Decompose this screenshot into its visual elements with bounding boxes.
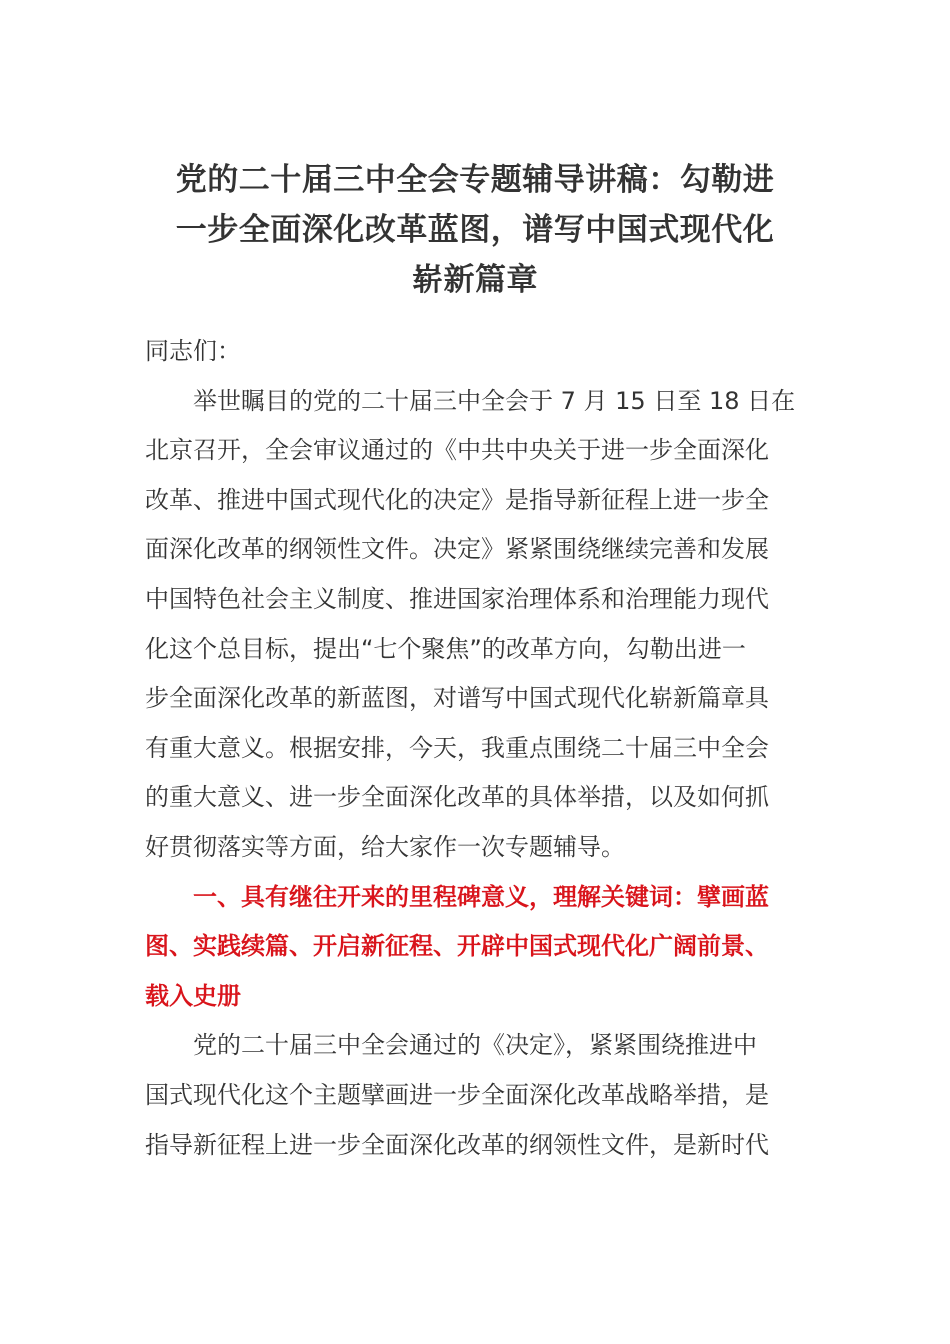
paragraph-intro [145,377,805,873]
title-line: 一步全面深化改革蓝图，谱写中国式现代化 [175,212,775,248]
document-title [140,155,810,305]
paragraph-line: 好贯彻落实等方面，给大家作一次专题辅导。 [145,832,625,861]
heading-line: 一、具有继往开来的里程碑意义，理解关键词：擘画蓝 [193,882,769,911]
paragraph-line: 面深化改革的纲领性文件。决定》紧紧围绕继续完善和发展 [145,535,769,564]
heading-line: 图、实践续篇、开启新征程、开辟中国式现代化广阔前景、 [145,932,769,961]
paragraph-line: 北京召开，全会审议通过的《中共中央关于进一步全面深化 [145,436,769,465]
paragraph-line: 党的二十届三中全会通过的《决定》，紧紧围绕推进中 [193,1031,757,1060]
document-body [145,327,805,1170]
paragraph-line: 指导新征程上进一步全面深化改革的纲领性文件，是新时代 [145,1130,769,1159]
paragraph-line: 举世瞩目的党的二十届三中全会于 7 月 15 日至 18 日在 [193,386,796,415]
paragraph-line: 中国特色社会主义制度、推进国家治理体系和治理能力现代 [145,584,769,613]
section-heading-1 [145,873,805,1022]
paragraph-line: 的重大意义、进一步全面深化改革的具体举措，以及如何抓 [145,783,769,812]
title-line: 崭新篇章 [412,262,538,298]
paragraph-line: 国式现代化这个主题擘画进一步全面深化改革战略举措，是 [145,1080,769,1109]
paragraph-line: 有重大意义。根据安排，今天，我重点围绕二十届三中全会 [145,733,769,762]
paragraph-line: 步全面深化改革的新蓝图，对谱写中国式现代化崭新篇章具 [145,684,769,713]
salutation: 同志们： [145,337,241,365]
paragraph-line: 改革、推进中国式现代化的决定》是指导新征程上进一步全 [145,485,769,514]
paragraph-section-1 [145,1021,805,1170]
paragraph-line: 化这个总目标，提出“七个聚焦”的改革方向，勾勒出进一 [145,634,746,663]
heading-line: 载入史册 [145,981,241,1010]
title-line: 党的二十届三中全会专题辅导讲稿：勾勒进 [175,162,775,198]
